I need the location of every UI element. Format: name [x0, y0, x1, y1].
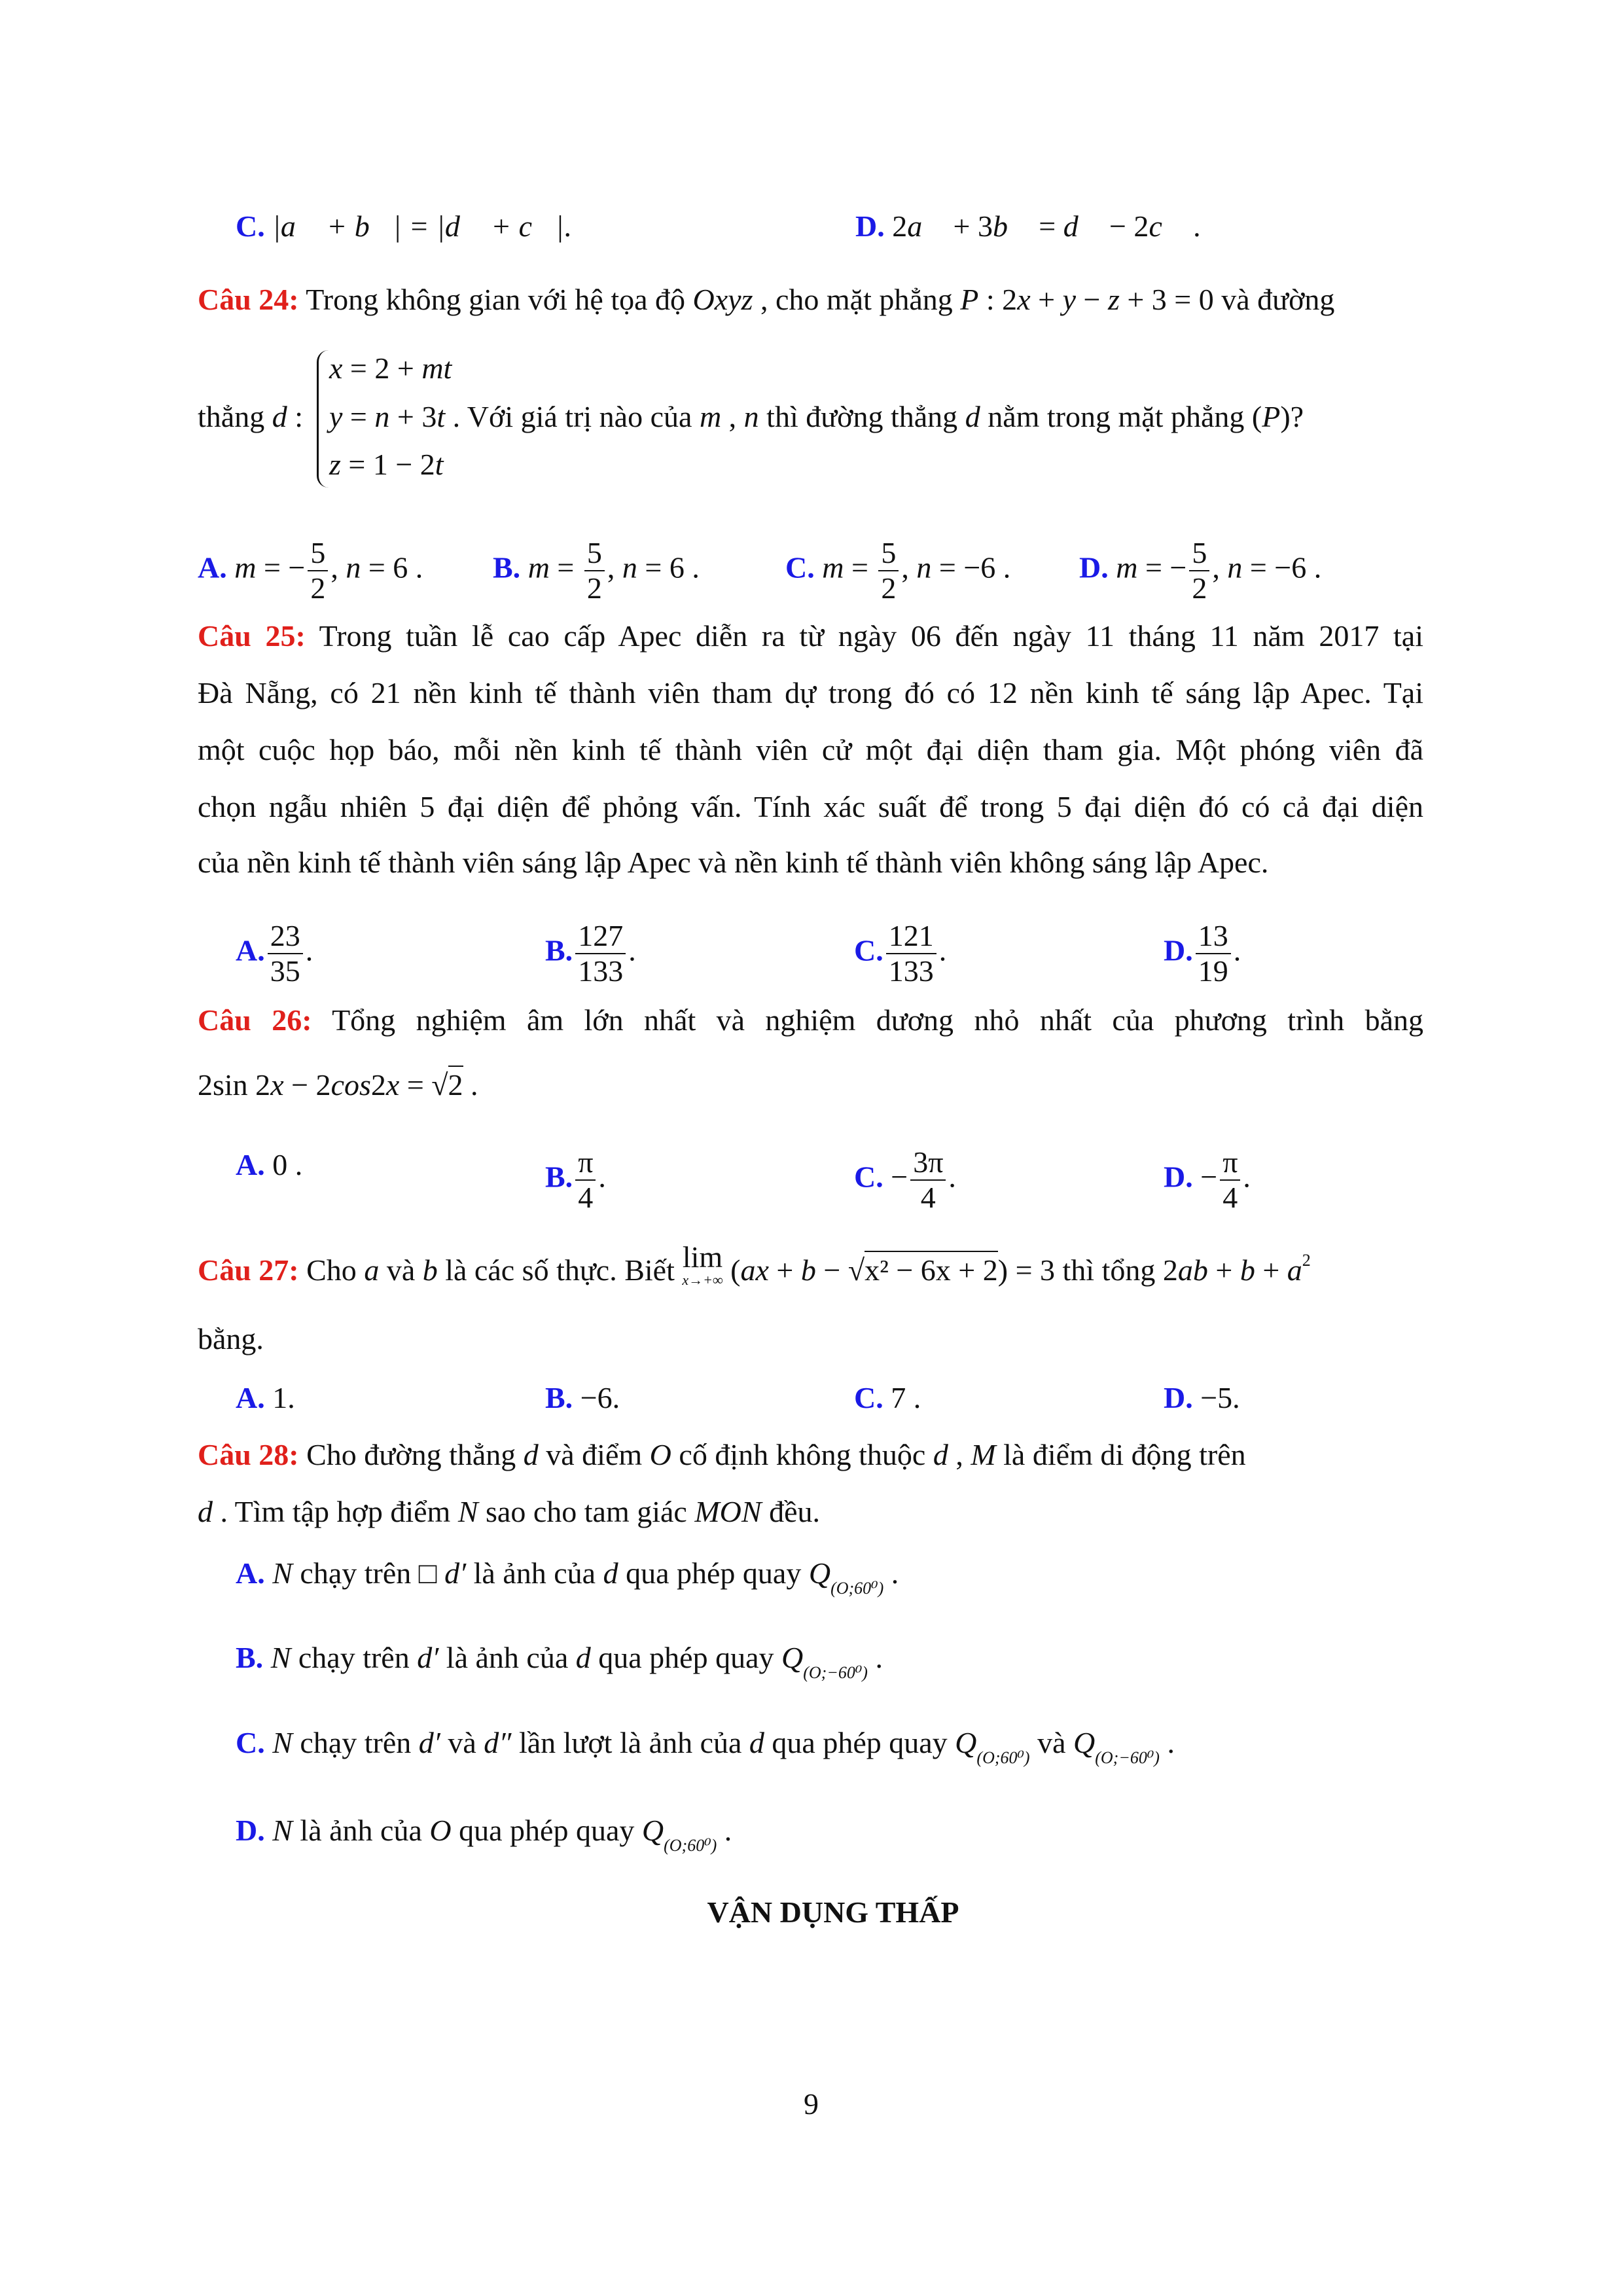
text-run: là điểm di động trên: [995, 1438, 1246, 1471]
text-run: . Với giá trị nào của: [445, 400, 700, 433]
text-run: Oxyz: [692, 283, 753, 316]
text-run: O: [649, 1438, 671, 1471]
text-run: d: [523, 1438, 539, 1471]
text-run: = 6 .: [361, 550, 423, 584]
numerator: π: [1220, 1145, 1240, 1181]
option-label: D.: [1079, 550, 1109, 584]
text-run: N: [264, 1726, 293, 1759]
numerator: 5: [584, 536, 605, 571]
text-run: x: [1017, 283, 1031, 316]
text-run: = 1 − 2: [340, 448, 435, 481]
text-run: N: [264, 1556, 293, 1590]
text-run: = −: [256, 550, 306, 584]
text-run: ,: [721, 400, 744, 433]
text-line: [198, 1001, 1423, 1040]
text-run: .: [628, 933, 636, 967]
text-run: Q: [955, 1726, 977, 1759]
sqrt-radicand: 2: [448, 1066, 463, 1102]
option-label: C.: [236, 1726, 265, 1759]
option-label: B.: [545, 1160, 573, 1194]
option-label: A.: [198, 550, 227, 584]
text-run: = −6 .: [1242, 550, 1322, 584]
text-run: .: [1233, 933, 1241, 967]
text-run: a: [1287, 1253, 1302, 1287]
text-run: M: [971, 1438, 996, 1471]
text-run: một cuộc họp báo, mỗi nền kinh tế thành viên cử một đại diện tham gia. Một phóng viên đã: [198, 733, 1423, 766]
text-run: nằm trong mặt phẳng (: [980, 400, 1262, 433]
text-run: = −6 .: [931, 550, 1011, 584]
text-run: d′: [418, 1726, 440, 1759]
text-line: [236, 207, 571, 246]
text-run: =: [342, 400, 375, 433]
text-run: m: [814, 550, 844, 584]
text-line: [236, 1811, 732, 1865]
text-line: [198, 397, 303, 437]
text-run: x: [329, 351, 343, 385]
denominator: 4: [578, 1181, 594, 1214]
numerator: 3π: [910, 1145, 946, 1181]
text-run: Trong tuần lễ cao cấp Apec diễn ra từ ngày 06 đến ngày 11 tháng 11 năm 2017 tại: [305, 619, 1423, 653]
text-run: .: [1159, 1726, 1175, 1759]
text-run: N: [264, 1814, 293, 1847]
fraction: [878, 536, 899, 605]
option-label: C.: [854, 1160, 883, 1194]
option-label: A.: [236, 1148, 265, 1181]
denominator: 4: [1222, 1181, 1238, 1214]
text-run: c⃗: [1149, 209, 1186, 243]
text-run: =: [844, 550, 876, 584]
text-run: n: [346, 550, 361, 584]
text-run: : 2: [978, 283, 1018, 316]
text-run: ,: [901, 550, 917, 584]
text-run: .: [948, 1160, 956, 1194]
text-line: [1164, 1145, 1251, 1215]
text-run: d″: [484, 1726, 512, 1759]
text-run: d: [198, 1495, 213, 1528]
text-run: =: [549, 550, 582, 584]
text-run: Đà Nẵng, có 21 nền kinh tế thành viên tham dự trong đó có 12 nền kinh tế sáng lập Apec. Tại: [198, 676, 1423, 709]
text-line: [198, 1319, 264, 1359]
option-label: D.: [236, 1814, 265, 1847]
text-run: Q: [781, 1641, 804, 1674]
text-run: là ảnh của: [438, 1641, 576, 1674]
text-run: .: [463, 1068, 478, 1102]
numerator: 127: [575, 919, 626, 954]
text-run: t: [435, 448, 444, 481]
text-run: )?: [1280, 400, 1304, 433]
question-label: Câu 28:: [198, 1438, 299, 1471]
text-run: O: [429, 1814, 452, 1847]
text-line: [198, 1241, 1311, 1290]
text-run: −: [883, 1160, 908, 1194]
text-run: ) = 3 thì tổng 2: [997, 1253, 1178, 1287]
text-run: d: [933, 1438, 948, 1471]
text-run: .: [598, 1160, 606, 1194]
text-run: 2sin 2: [198, 1068, 271, 1102]
text-run: − 2: [283, 1068, 331, 1102]
text-line: [854, 1145, 956, 1215]
text-run: và: [379, 1253, 423, 1287]
text-run: d′: [444, 1556, 467, 1590]
question-label: Câu 27:: [198, 1253, 299, 1287]
option-label: A.: [236, 1381, 265, 1414]
text-run: ,: [607, 550, 622, 584]
text-line: [493, 536, 700, 605]
text-run: là ảnh của: [466, 1556, 603, 1590]
text-run: z: [329, 448, 341, 481]
text-run: b: [1240, 1253, 1255, 1287]
text-line: [198, 673, 1423, 713]
fraction: [575, 1145, 596, 1215]
option-label: D.: [1164, 1381, 1193, 1414]
question-label: Câu 24:: [198, 283, 299, 316]
text-run: là các số thực. Biết: [437, 1253, 683, 1287]
fraction: [308, 536, 328, 605]
text-run: d: [575, 1641, 591, 1674]
text-run: −5.: [1192, 1381, 1240, 1414]
text-run: y: [1062, 283, 1076, 316]
text-line: [329, 397, 1304, 437]
text-run: , cho mặt phẳng: [753, 283, 961, 316]
text-run: + 3: [946, 209, 993, 243]
text-line: [236, 1145, 302, 1185]
option-label: D.: [1164, 1160, 1193, 1194]
text-run: bằng.: [198, 1322, 264, 1355]
numerator: 13: [1196, 919, 1231, 954]
text-run: cos: [330, 1068, 371, 1102]
text-line: [198, 787, 1423, 827]
text-run: +: [1255, 1253, 1287, 1287]
text-line: [854, 1378, 921, 1418]
text-run: .: [938, 933, 947, 967]
text-line: [545, 1378, 620, 1418]
text-run: Cho: [298, 1253, 365, 1287]
text-run: + 3: [389, 400, 437, 433]
text-line: [198, 1492, 820, 1532]
text-run: d: [749, 1726, 764, 1759]
text-run: qua phép quay: [764, 1726, 955, 1759]
text-run: a⃗: [907, 209, 946, 243]
option-label: D.: [855, 209, 885, 243]
text-run: x: [385, 1068, 400, 1102]
text-line: [198, 1435, 1246, 1475]
text-run: . Tìm tập hợp điểm: [213, 1495, 458, 1528]
text-run: −: [1075, 283, 1108, 316]
text-line: [329, 445, 444, 484]
text-run: chạy trên □: [292, 1556, 445, 1590]
denominator: 2: [881, 571, 897, 605]
text-run: = √: [399, 1068, 448, 1102]
text-run: N: [457, 1495, 478, 1528]
text-run: 7 .: [883, 1381, 921, 1414]
text-line: [545, 919, 636, 988]
text-run: m: [699, 400, 722, 433]
option-label: C.: [236, 209, 265, 243]
text-line: [236, 1378, 295, 1418]
subscript: (O;−60⁰): [803, 1663, 868, 1682]
text-run: Trong không gian với hệ tọa độ: [298, 283, 693, 316]
text-run: chạy trên: [291, 1641, 418, 1674]
fraction: [910, 1145, 946, 1215]
text-line: [236, 1638, 883, 1693]
denominator: 19: [1198, 954, 1228, 988]
denominator: 2: [310, 571, 326, 605]
text-line: [198, 536, 423, 605]
text-run: a: [364, 1253, 380, 1287]
option-label: C.: [785, 550, 815, 584]
text-run: n: [1227, 550, 1243, 584]
text-run: b: [422, 1253, 438, 1287]
subscript: (O;60⁰): [664, 1836, 717, 1855]
text-run: :: [287, 400, 303, 433]
text-run: Q: [808, 1556, 831, 1590]
text-run: 2: [884, 209, 908, 243]
fraction: [1220, 1145, 1240, 1215]
text-line: [198, 1066, 478, 1105]
section-title: VẬN DỤNG THẤP: [707, 1895, 959, 1929]
numerator: 23: [268, 919, 303, 954]
text-run: đều.: [761, 1495, 820, 1528]
text-run: thẳng: [198, 400, 272, 433]
text-run: |a⃗ + b⃗| = |d⃗ + c⃗|: [264, 209, 564, 243]
text-line: [1164, 919, 1241, 988]
text-run: b⃗: [992, 209, 1031, 243]
fraction: [575, 919, 626, 988]
numerator: 121: [886, 919, 936, 954]
text-line: [236, 1723, 1175, 1778]
text-run: của nền kinh tế thành viên sáng lập Apec và nền kinh tế thành viên không sáng lập Apec.: [198, 846, 1269, 879]
text-run: P: [1262, 400, 1281, 433]
limit-under: x→+∞: [682, 1272, 723, 1288]
numerator: π: [575, 1145, 596, 1181]
denominator: 133: [888, 954, 934, 988]
option-label: B.: [545, 1381, 573, 1414]
text-run: x: [270, 1068, 284, 1102]
fraction: [886, 919, 936, 988]
text-run: t: [437, 400, 446, 433]
text-run: ax: [740, 1253, 769, 1287]
text-run: Q: [1073, 1726, 1096, 1759]
text-run: +: [1207, 1253, 1240, 1287]
option-label: C.: [854, 1381, 883, 1414]
text-run: Tổng nghiệm âm lớn nhất và nghiệm dương nhỏ nhất của phương trình bằng: [312, 1003, 1423, 1037]
numerator: 5: [878, 536, 899, 571]
text-run: = 2 +: [342, 351, 422, 385]
text-run: d⃗: [1063, 209, 1102, 243]
text-run: +: [1030, 283, 1063, 316]
text-run: .: [1243, 1160, 1251, 1194]
option-label: C.: [854, 933, 883, 967]
text-run: +: [768, 1253, 801, 1287]
text-run: ab: [1177, 1253, 1208, 1287]
superscript: 2: [1302, 1251, 1311, 1270]
text-run: thì đường thẳng: [758, 400, 965, 433]
text-run: d: [965, 400, 980, 433]
limit-label: lim: [682, 1240, 723, 1274]
subscript: (O;60⁰): [976, 1748, 1030, 1767]
text-run: m: [1108, 550, 1138, 584]
text-run: .: [867, 1641, 883, 1674]
text-run: − √: [815, 1253, 865, 1287]
text-run: .: [883, 1556, 899, 1590]
text-run: b: [800, 1253, 816, 1287]
fraction: [1196, 919, 1231, 988]
numerator: 5: [308, 536, 328, 571]
option-label: A.: [236, 1556, 265, 1590]
subscript: (O;−60⁰): [1095, 1748, 1160, 1767]
text-run: = 6 .: [637, 550, 700, 584]
text-run: ,: [330, 550, 346, 584]
text-run: mt: [421, 351, 452, 385]
text-run: .: [1185, 209, 1201, 243]
text-run: và: [440, 1726, 484, 1759]
text-run: MON: [694, 1495, 762, 1528]
text-run: −: [1192, 1160, 1218, 1194]
text-run: N: [263, 1641, 291, 1674]
text-run: n: [622, 550, 637, 584]
text-line: [198, 843, 1268, 882]
text-run: m: [226, 550, 257, 584]
text-run: và: [1029, 1726, 1074, 1759]
text-run: là ảnh của: [292, 1814, 430, 1847]
question-label: Câu 25:: [198, 619, 306, 653]
text-run: qua phép quay: [451, 1814, 642, 1847]
text-run: d: [603, 1556, 618, 1590]
text-run: chọn ngẫu nhiên 5 đại diện để phỏng vấn. Tính xác suất để trong 5 đại diện đó có cả đại diện: [198, 790, 1423, 823]
fraction: [1189, 536, 1209, 605]
limit: [682, 1241, 722, 1287]
text-run: n: [916, 550, 932, 584]
text-run: 0 .: [264, 1148, 303, 1181]
text-line: [236, 1554, 899, 1608]
page-number: 9: [804, 2087, 819, 2121]
text-line: [854, 919, 946, 988]
text-run: − 2: [1101, 209, 1149, 243]
text-line: [1079, 536, 1321, 605]
text-run: y: [329, 400, 343, 433]
text-run: và điểm: [538, 1438, 650, 1471]
denominator: 4: [920, 1181, 936, 1214]
option-label: B.: [545, 933, 573, 967]
text-line: [198, 617, 1423, 656]
option-label: B.: [493, 550, 521, 584]
text-run: −6.: [573, 1381, 620, 1414]
option-label: A.: [236, 933, 265, 967]
text-run: = −: [1137, 550, 1187, 584]
text-run: cố định không thuộc: [671, 1438, 933, 1471]
text-line: [855, 207, 1201, 246]
text-run: 2: [370, 1068, 386, 1102]
text-run: 1.: [264, 1381, 295, 1414]
text-line: [329, 349, 452, 388]
text-run: lần lượt là ảnh của: [511, 1726, 749, 1759]
text-run: chạy trên: [292, 1726, 419, 1759]
denominator: 2: [586, 571, 602, 605]
text-run: d′: [417, 1641, 439, 1674]
numerator: 5: [1189, 536, 1209, 571]
text-line: [198, 730, 1423, 770]
fraction: [584, 536, 605, 605]
denominator: 35: [270, 954, 300, 988]
system-brace: [317, 350, 329, 488]
question-label: Câu 26:: [198, 1003, 312, 1037]
text-run: qua phép quay: [618, 1556, 809, 1590]
denominator: 133: [578, 954, 624, 988]
text-run: .: [305, 933, 313, 967]
text-run: sao cho tam giác: [478, 1495, 695, 1528]
text-run: m: [520, 550, 550, 584]
text-run: .: [717, 1814, 732, 1847]
text-run: ,: [948, 1438, 971, 1471]
text-run: n: [743, 400, 759, 433]
text-run: d: [272, 400, 287, 433]
text-line: [198, 280, 1334, 319]
text-run: Q: [641, 1814, 664, 1847]
text-run: .: [563, 209, 571, 243]
text-line: [236, 919, 313, 988]
text-run: + 3 = 0 và đường: [1119, 283, 1335, 316]
denominator: 2: [1192, 571, 1207, 605]
text-run: qua phép quay: [590, 1641, 782, 1674]
text-run: z: [1107, 283, 1120, 316]
text-line: [785, 536, 1010, 605]
text-line: [545, 1145, 606, 1215]
text-run: (: [722, 1253, 741, 1287]
text-line: [1164, 1378, 1240, 1418]
text-run: Cho đường thẳng: [298, 1438, 524, 1471]
text-run: =: [1031, 209, 1063, 243]
fraction: [268, 919, 303, 988]
text-run: P: [960, 283, 979, 316]
option-label: D.: [1164, 933, 1193, 967]
text-run: n: [374, 400, 390, 433]
text-run: ,: [1212, 550, 1228, 584]
sqrt-radicand: x² − 6x + 2: [865, 1251, 998, 1287]
subscript: (O;60⁰): [830, 1579, 884, 1598]
option-label: B.: [236, 1641, 264, 1674]
